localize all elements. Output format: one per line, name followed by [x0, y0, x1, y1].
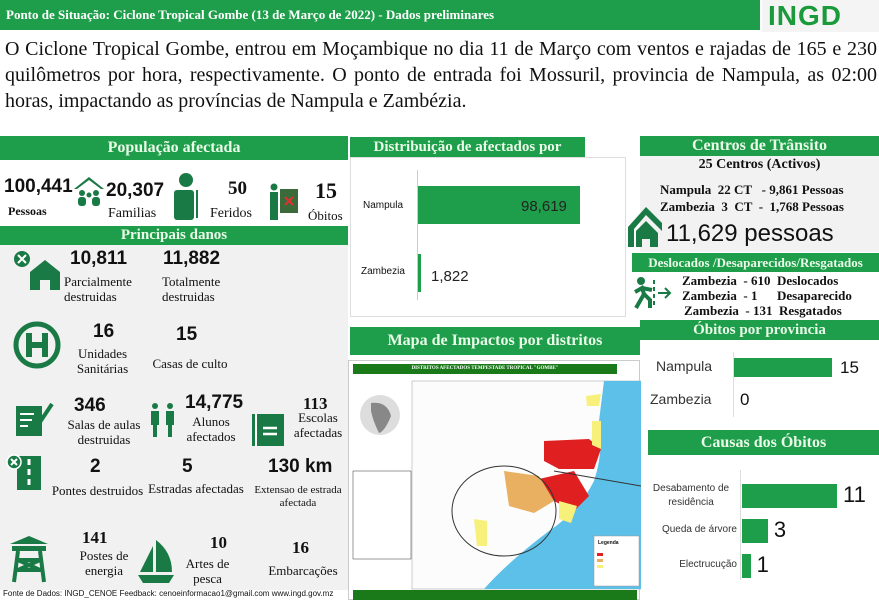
- dano-label: Casas de culto: [152, 356, 228, 371]
- bar-zambezia: [418, 254, 421, 292]
- value-label: 15: [840, 358, 859, 377]
- transito-header: Centros de Trânsito: [640, 136, 879, 156]
- distribuicao-header: Distribuição de afectados por: [350, 137, 585, 157]
- header-title: Ponto de Situação: Ciclone Tropical Gombe (13 de Março de 2022) - Dados preliminares: [6, 7, 495, 22]
- dano-label: Artes de pesca: [185, 556, 230, 586]
- shelter-icon: [626, 203, 664, 247]
- power-tower-icon: [6, 534, 52, 584]
- causas-chart: [640, 455, 879, 590]
- dano-label: Unidades Sanitárias: [76, 346, 129, 376]
- category-label: Nampula: [656, 358, 713, 374]
- mapa-header: Mapa de Impactos por distritos: [350, 327, 640, 355]
- dano-value: 113: [303, 394, 328, 413]
- feridos-label: Feridos: [210, 206, 252, 221]
- value-label: 3: [773, 517, 787, 542]
- resgatados-line: Zambezia - 131 Resgatados: [684, 303, 842, 318]
- map-graphic: [349, 361, 641, 601]
- dano-value: 5: [182, 456, 193, 477]
- value-label: 1,822: [431, 268, 469, 285]
- dano-label: Salas de aulas destruidas: [67, 417, 141, 447]
- bar-nampula: [734, 358, 832, 377]
- map-title: DISTRITOS AFECTADOS TEMPESTADE TROPICAL "GOMBE": [353, 364, 617, 374]
- bar-electrucucao: [742, 554, 751, 578]
- dano-value: 11,882: [163, 248, 221, 269]
- category-label: Nampula: [363, 200, 404, 211]
- populacao-header: População afectada: [0, 136, 348, 160]
- dano-label: Totalmente destruidas: [162, 274, 221, 304]
- boat-icon: [136, 538, 176, 584]
- dano-label: Extensao de estrada afectada: [254, 484, 342, 509]
- category-label: Zambezia: [361, 266, 405, 277]
- bar-desabamento: [742, 484, 837, 508]
- destroyed-house-icon: [12, 250, 62, 292]
- familias-label: Familias: [108, 206, 157, 221]
- category-label: Desabamento de residência: [652, 483, 730, 508]
- desaparecidos-line: Zambezia - 1 Desaparecido: [682, 288, 852, 303]
- category-label: Queda de árvore: [661, 524, 737, 535]
- dano-label: Parcialmente destruidas: [64, 274, 132, 304]
- danos-header: Principais danos: [0, 226, 348, 245]
- distribuicao-chart: [350, 157, 626, 317]
- map-legend: Legenda: [598, 540, 619, 546]
- transito-nampula: Nampula 22 CT - 9,861 Pessoas: [660, 182, 844, 197]
- footer-source: Fonte de Dados: INGD_CENOE Feedback: cenoeinformacao1@gmail.com www.ingd.gov.mz: [3, 589, 334, 598]
- dano-label: Pontes destruidos: [51, 483, 144, 498]
- dano-value: 10: [210, 533, 227, 552]
- bar-queda-arvore: [742, 519, 768, 543]
- impact-map: [348, 360, 640, 600]
- dano-value: 14,775: [185, 392, 244, 413]
- deslocados-line: Zambezia - 610 Deslocados: [682, 273, 839, 288]
- dano-value: 2: [90, 456, 101, 477]
- dano-label: Embarcações: [268, 563, 338, 578]
- value-label: 1: [756, 552, 769, 577]
- category-label: Electrucução: [679, 559, 737, 570]
- dano-value: 346: [74, 395, 106, 416]
- pessoas-label: Pessoas: [8, 204, 47, 218]
- obitos-label: Óbitos: [308, 208, 343, 223]
- running-exit-icon: [632, 276, 672, 310]
- family-icon: [72, 175, 106, 207]
- transito-zambezia: Zambezia 3 CT - 1,768 Pessoas: [660, 199, 844, 214]
- value-label: 11: [843, 482, 866, 507]
- intro-text: O Ciclone Tropical Gombe, entrou em Moçambique no dia 11 de Março com ventos e rajadas de 165 e 230 quilômetros por hora, respectivamente. O ponto de entrada foi Mossuril, provincia de Nampula, as 02:00 horas, impactando as províncias de Nampula e Zambézia.: [5, 38, 877, 112]
- familias-value: 20,307: [106, 180, 165, 201]
- dano-label: Escolas afectadas: [293, 410, 343, 440]
- dano-value: 10,811: [70, 248, 128, 269]
- school-book-icon: [250, 412, 286, 448]
- damaged-road-icon: [5, 453, 45, 493]
- classroom-icon: [14, 398, 56, 438]
- dano-label: Postes de energia: [79, 548, 129, 578]
- obitos-value: 15: [315, 178, 337, 203]
- obitos-provincia-header: Óbitos por provincia: [640, 320, 879, 340]
- deslocados-header: Deslocados /Desaparecidos/Resgatados: [632, 253, 879, 272]
- pessoas-value: 100,441: [4, 176, 73, 197]
- category-label: Zambezia: [650, 391, 712, 407]
- transito-total: 11,629 pessoas: [666, 220, 834, 247]
- ingd-logo: INGD: [762, 0, 879, 32]
- dano-label: Estradas afectadas: [148, 481, 244, 496]
- dano-value: 16: [292, 538, 309, 557]
- header-bar: [0, 0, 760, 30]
- coffin-icon: [268, 183, 300, 223]
- dano-value: 141: [82, 528, 108, 547]
- dano-value: 15: [176, 324, 198, 345]
- dano-value: 16: [93, 321, 115, 342]
- hospital-icon: [12, 320, 62, 370]
- causas-header: Causas dos Óbitos: [648, 430, 879, 455]
- dano-value: 130 km: [268, 456, 333, 477]
- dano-label: Alunos afectados: [186, 414, 236, 444]
- value-label: 0: [740, 390, 750, 409]
- students-icon: [148, 402, 178, 438]
- transito-subtitle: 25 Centros (Activos): [698, 157, 821, 172]
- obitos-provincia-chart: [640, 340, 879, 430]
- feridos-value: 50: [228, 178, 247, 199]
- value-label: 98,619: [521, 198, 567, 215]
- injured-person-icon: [172, 172, 200, 222]
